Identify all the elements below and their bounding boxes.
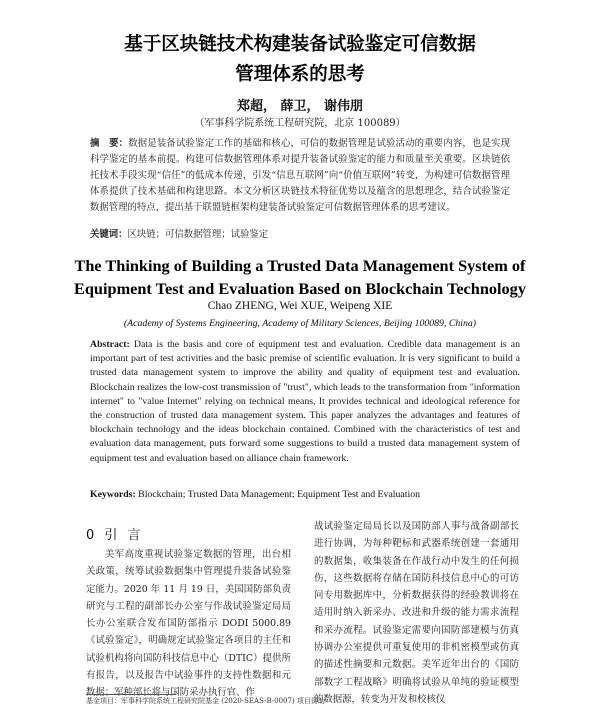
english-keywords [90,488,520,502]
english-title-line-2: Equipment Test and Evaluation Based on Blockchain Technology [74,279,526,298]
chinese-abstract [90,136,510,216]
chinese-title [60,30,540,90]
footnote-divider [86,694,176,695]
chinese-keywords [90,228,510,242]
chinese-authors: 郑超， 薛卫， 谢伟朋 [236,99,364,114]
chinese-title-line-1: 基于区块链技术构建装备试验鉴定可信数据 [124,34,476,55]
english-keywords-label: Keywords: [90,489,136,500]
chinese-keywords-text: 区块链；可信数据管理；试验鉴定 [127,229,269,240]
english-abstract [90,338,520,466]
chinese-title-line-2: 管理体系的思考 [235,64,365,85]
chinese-keywords-label: 关键词： [90,229,128,240]
english-keywords-text: Blockchain; Trusted Data Management; Equipment Test and Evaluation [138,489,420,500]
english-affiliation: (Academy of Systems Engineering, Academy of Military Sciences, Beijing 100089, China) [123,318,477,329]
section-heading-introduction: 0 引 言 [86,528,144,543]
english-abstract-label: Abstract: [90,339,130,350]
chinese-abstract-label: 摘 要： [90,138,129,149]
body-right-column: 战试验鉴定局局长以及国防部人事与战备副部长进行协调，为每种靶标和武器系统创建一套通用的数据集，收集装备在作战行动中发生的任何损伤，这些数据将存储在国防科技信息中心的可访问专用数据库中，分析数据获得的经验教训将在适用时纳入新采办、改进和升级的能力需求流程和采办流程。试验鉴定需要向国防部建模与仿真协调办公室提供可重复使用的非机密模型或仿真的描述性摘要和元数据。美军近年出台的《国防部数字工程战略》明确将试验从单纯的验证模型的数据源，转变为开发和校核仪 [314,521,519,705]
chinese-affiliation: （军事科学院系统工程研究院，北京 100089） [194,118,406,129]
footnote: 基金项目：军事科学院系统工程研究院基金 (2020-SEAS-B-0007) 项目资助 [86,697,325,705]
english-authors: Chao ZHENG, Wei XUE, Weipeng XIE [207,300,393,312]
chinese-abstract-text: 数据是装备试验鉴定工作的基础和核心，可信的数据管理是试验活动的重要内容，也是实现科学鉴定的基本前提。构建可信数据管理体系对提升装备试验鉴定的能力和质量至关重要。区块链依托技术手段实现“信任”的低成本传递，引发“信息互联网”向“价值互联网”转变，为构建可信数据管理体系提供了技术基础和构建思路。本文分析区块链技术特征优势以及蕴含的思想理念，结合试验鉴定数据管理的特点，提出基于联盟链框架构建装备试验鉴定可信数据管理体系的思考建议。 [90,138,510,213]
english-title-line-1: The Thinking of Building a Trusted Data Management System of [74,256,526,275]
body-left-column: 美军高度重视试验鉴定数据的管理，出台相关政策，统筹试验数据集中管理提升装备试验鉴定能力。2020 年 11 月 19 日，美国国防部负责研究与工程的副部长办公室与作战试验鉴定局局长办公室联合发布国防部指示 DODI 5000.89《试验鉴定》，明确规定试验鉴定各项目的主任和试验机构将向国防科技信息中心（DTIC）提供所有报告，以及报告中试验事件的支持性数据和元数据；军种部长将与国防采办执行官、作 [86,549,291,699]
english-title [60,254,540,300]
english-abstract-text: Data is the basis and core of equipment test and evaluation. Credible data management is an important part of test activities and the basic premise of scientific evaluation. It is very significant to build a trusted data management system to improve the ability and quality of equipment test and evaluation. Blockchain realizes the low-cost transmission of "trust", which leads to the transformation from "information internet" to "value Internet" relying on technical means, It provides technical and ideological reference for the construction of trusted data management system. This paper analyzes the advantages and features of blockchain technology and the ideas blockchain contained. Combined with the characteristics of test and evaluation data management, puts forward some suggestions to build a trusted data management system of equipment test and evaluation based on alliance chain framework. [90,339,521,464]
